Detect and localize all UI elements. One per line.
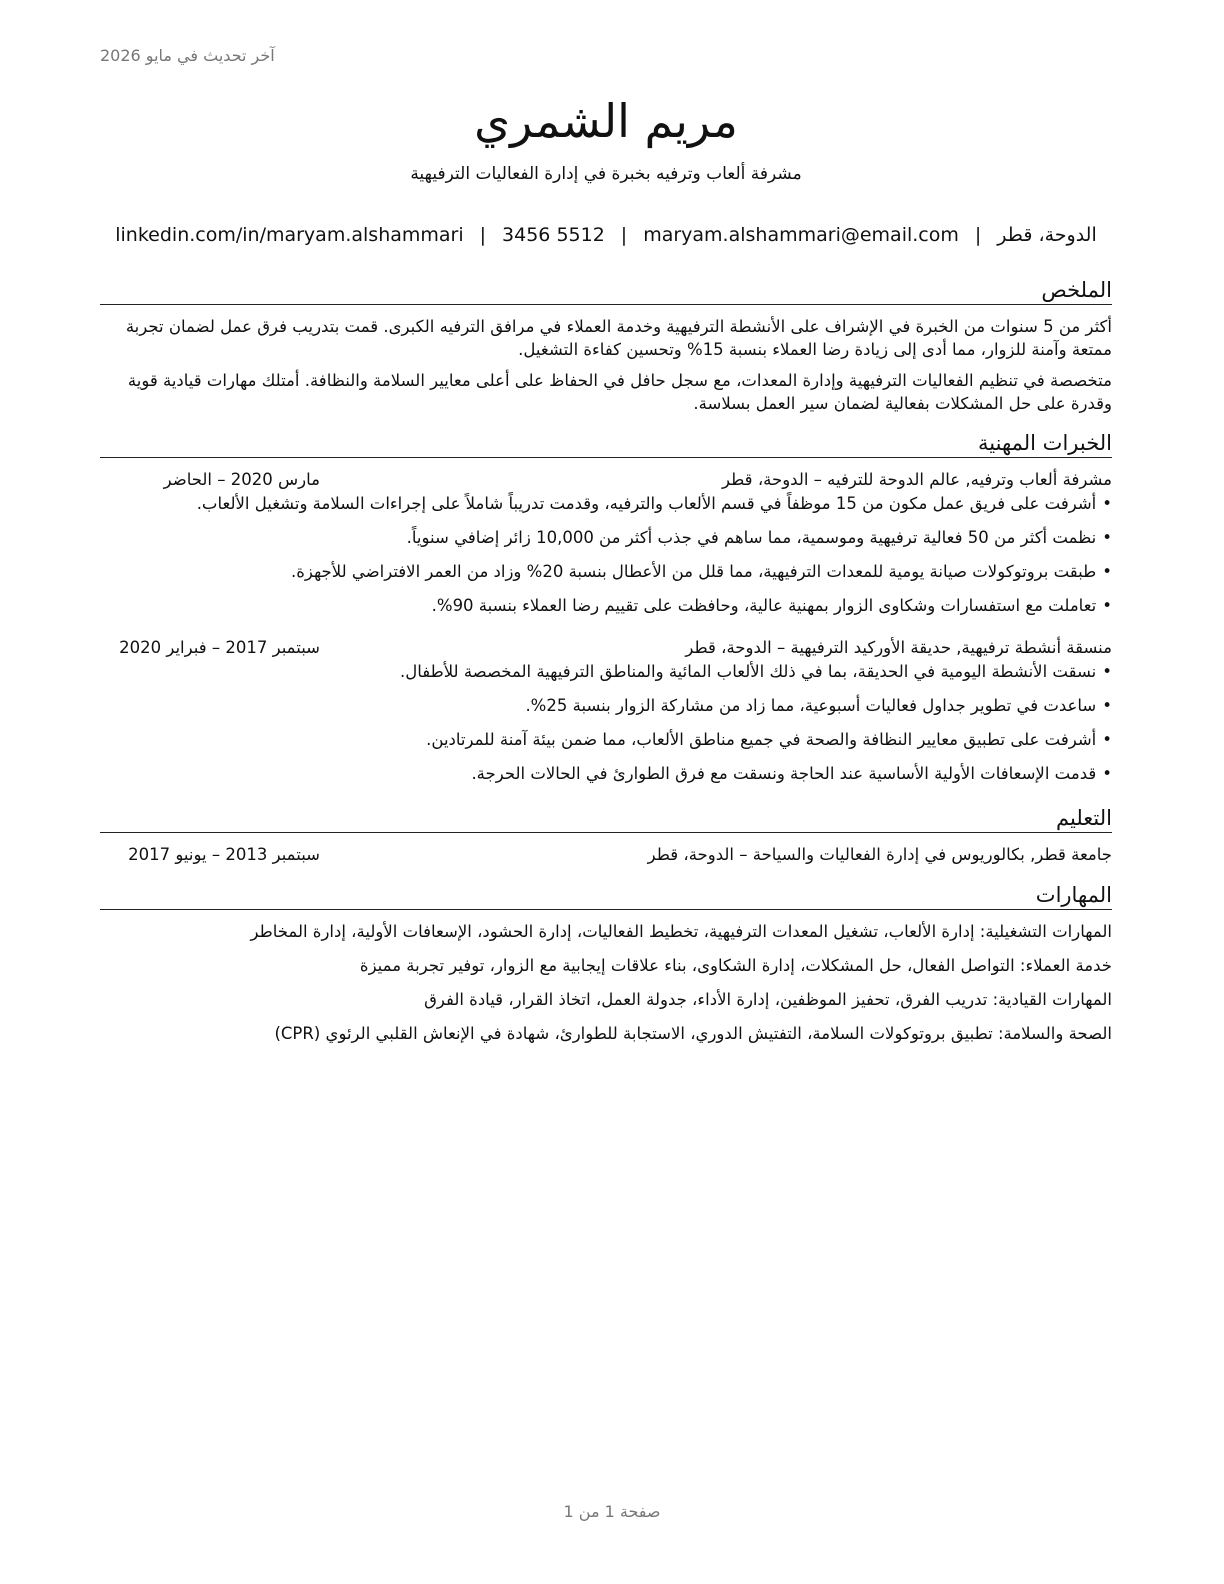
- job-bullet: [100, 560, 1112, 584]
- skills-row: خدمة العملاء: التواصل الفعال، حل المشكلات، إدارة الشكاوى، بناء علاقات إيجابية مع الزوار، توفير تجربة مميزة: [359, 956, 1112, 975]
- job-heading: مشرفة ألعاب وترفيه, عالم الدوحة للترفيه – الدوحة، قطر: [722, 470, 1112, 489]
- experience-title: الخبرات المهنية: [100, 429, 1112, 458]
- job-entry: [100, 468, 1112, 618]
- job-bullets: [100, 492, 1112, 618]
- job-bullet: [100, 526, 1112, 550]
- skills-title: المهارات: [100, 881, 1112, 910]
- job-bullet: [100, 660, 1112, 684]
- skills-section: [100, 881, 1112, 1046]
- contact-email[interactable]: maryam.alshammari@email.com: [643, 224, 959, 246]
- summary-paragraph: أكثر من 5 سنوات من الخبرة في الإشراف على الأنشطة الترفيهية وخدمة العملاء في مرافق الترفيه الكبرى. قمت بتدريب فرق عمل لضمان تجربة ممتعة وآمنة للزوار، مما أدى إلى زيادة رضا العملاء بنسبة 15% وتحسين كفاءة التشغيل.: [125, 317, 1112, 359]
- contact-separator: |: [620, 224, 628, 246]
- bullet-glyph: •: [1102, 494, 1112, 513]
- job-bullets: [100, 660, 1112, 786]
- contact-separator: |: [479, 224, 487, 246]
- experience-section: [100, 429, 1112, 786]
- contact-separator: |: [974, 224, 982, 246]
- job-bullet-text: أشرفت على فريق عمل مكون من 15 موظفاً في قسم الألعاب والترفيه، وقدمت تدريباً شاملاً على إجراءات السلامة وتشغيل الألعاب.: [196, 494, 1097, 513]
- job-bullet-text: تعاملت مع استفسارات وشكاوى الزوار بمهنية عالية، وحافظت على تقييم رضا العملاء بنسبة 90%.: [431, 596, 1097, 615]
- job-bullet-text: أشرفت على تطبيق معايير النظافة والصحة في جميع مناطق الألعاب، مما ضمن بيئة آمنة للمرتادين.: [426, 730, 1097, 749]
- job-bullet: [100, 492, 1112, 516]
- education-entry: [100, 843, 1112, 867]
- bullet-glyph: •: [1102, 596, 1112, 615]
- bullet-glyph: •: [1102, 696, 1112, 715]
- contact-location: الدوحة، قطر: [997, 224, 1097, 246]
- bullet-glyph: •: [1102, 562, 1112, 581]
- job-entry: [100, 636, 1112, 786]
- candidate-name: مريم الشمري: [474, 94, 738, 148]
- bullet-glyph: •: [1102, 528, 1112, 547]
- bullet-glyph: •: [1102, 764, 1112, 783]
- job-bullet: [100, 762, 1112, 786]
- job-bullet-text: نظمت أكثر من 50 فعالية ترفيهية وموسمية، مما ساهم في جذب أكثر من 10,000 زائر إضافي سنوياً.: [406, 528, 1097, 547]
- resume-header: [100, 92, 1112, 184]
- job-bullet: [100, 728, 1112, 752]
- bullet-glyph: •: [1102, 730, 1112, 749]
- skills-row: الصحة والسلامة: تطبيق بروتوكولات السلامة، التفتيش الدوري، الاستجابة للطوارئ، شهادة في الإنعاش القلبي الرئوي (CPR): [274, 1024, 1112, 1043]
- education-title: التعليم: [100, 804, 1112, 833]
- job-header: [100, 636, 1112, 660]
- summary-title: الملخص: [100, 276, 1112, 305]
- job-bullet-text: طبقت بروتوكولات صيانة يومية للمعدات الترفيهية، مما قلل من الأعطال بنسبة 20% وزاد من العمر الافتراضي للأجهزة.: [290, 562, 1097, 581]
- skills-row: المهارات التشغيلية: إدارة الألعاب، تشغيل المعدات الترفيهية، تخطيط الفعاليات، إدارة الحشود، الإسعافات الأولية، إدارة المخاطر: [250, 922, 1112, 941]
- job-header: [100, 468, 1112, 492]
- summary-section: [100, 276, 1112, 415]
- job-dates: سبتمبر 2017 – فبراير 2020: [119, 638, 320, 657]
- candidate-subtitle: مشرفة ألعاب وترفيه بخبرة في إدارة الفعاليات الترفيهية: [410, 164, 802, 184]
- education-section: [100, 804, 1112, 867]
- job-bullet: [100, 694, 1112, 718]
- job-dates: مارس 2020 – الحاضر: [163, 470, 320, 489]
- job-bullet-text: ساعدت في تطوير جداول فعاليات أسبوعية، مما زاد من مشاركة الزوار بنسبة 25%.: [525, 696, 1097, 715]
- contact-linkedin[interactable]: linkedin.com/in/maryam.alshammari: [115, 224, 464, 246]
- contact-line: [100, 224, 1112, 246]
- education-dates: سبتمبر 2013 – يونيو 2017: [128, 845, 320, 864]
- job-heading: منسقة أنشطة ترفيهية, حديقة الأوركيد الترفيهية – الدوحة، قطر: [685, 638, 1112, 657]
- resume-body: [100, 276, 1112, 1060]
- job-bullet: [100, 594, 1112, 618]
- summary-paragraph: متخصصة في تنظيم الفعاليات الترفيهية وإدارة المعدات، مع سجل حافل في الحفاظ على أعلى معايير السلامة والنظافة. أمتلك مهارات قيادية قوية وقدرة على حل المشكلات بفعالية لضمان سير العمل بسلاسة.: [127, 371, 1112, 413]
- last-updated: آخر تحديث في مايو 2026: [100, 46, 275, 65]
- skills-row: المهارات القيادية: تدريب الفرق، تحفيز الموظفين، إدارة الأداء، جدولة العمل، اتخاذ القرار، قيادة الفرق: [424, 990, 1112, 1009]
- education-heading: جامعة قطر, بكالوريوس في إدارة الفعاليات والسياحة – الدوحة، قطر: [647, 845, 1112, 864]
- bullet-glyph: •: [1102, 662, 1112, 681]
- page-number: صفحة 1 من 1: [563, 1502, 661, 1521]
- job-bullet-text: نسقت الأنشطة اليومية في الحديقة، بما في ذلك الألعاب المائية والمناطق الترفيهية المخصصة للأطفال.: [399, 662, 1097, 681]
- contact-phone: 3456 5512: [502, 224, 605, 246]
- job-bullet-text: قدمت الإسعافات الأولية الأساسية عند الحاجة ونسقت مع فرق الطوارئ في الحالات الحرجة.: [471, 764, 1097, 783]
